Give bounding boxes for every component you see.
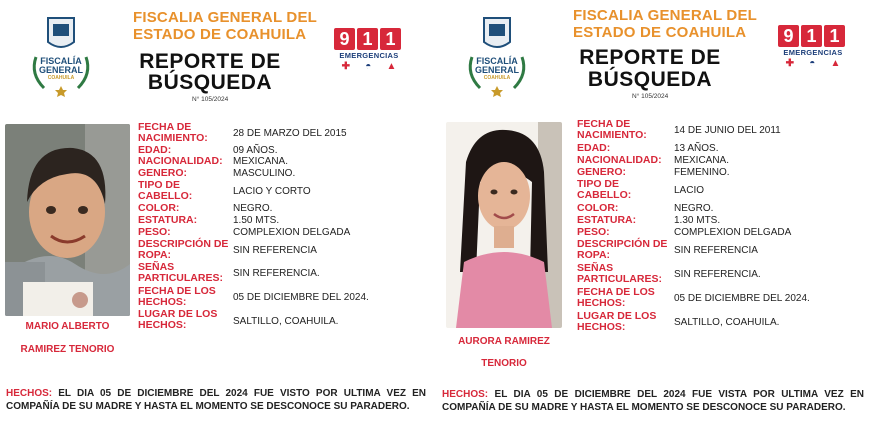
label-hair-line2: CABELLO: xyxy=(577,189,632,201)
label-nationality: NACIONALIDAD: xyxy=(577,154,662,166)
value-date: 05 DE DICIEMBRE DEL 2024. xyxy=(674,293,810,304)
label-age: EDAD: xyxy=(138,144,172,156)
seal-text-line3: COAHUILA xyxy=(47,75,75,81)
label-clothing-line2: ROPA: xyxy=(138,249,172,261)
emergency-911-logo xyxy=(778,25,848,69)
fiscalia-seal-logo xyxy=(462,12,532,98)
value-nationality: MEXICANA. xyxy=(233,156,289,167)
label-height: ESTATURA: xyxy=(577,214,637,226)
report-number: N° 105/2024 xyxy=(192,96,229,103)
label-clothing-line1: DESCRIPCIÓN DE xyxy=(138,238,229,250)
person-name-line1: AURORA RAMIREZ xyxy=(458,336,550,347)
fire-helmet-icon: ▲ xyxy=(386,61,397,72)
report-title-line2: BÚSQUEDA xyxy=(147,71,273,94)
seal-text-line2: GENERAL xyxy=(38,65,83,75)
facts-label: HECHOS: xyxy=(6,388,53,399)
medical-cross-icon: ✚ xyxy=(341,61,350,72)
value-age: 09 AÑOS. xyxy=(233,145,278,156)
emergency-911-logo xyxy=(334,28,404,72)
value-birth: 14 DE JUNIO DEL 2011 xyxy=(674,125,781,136)
agency-name-line2: ESTADO DE COAHUILA xyxy=(133,26,307,43)
emergencias-label: EMERGENCIAS xyxy=(339,51,399,60)
label-clothing-line1: DESCRIPCIÓN DE xyxy=(577,238,668,250)
value-place: SALTILLO, COAHUILA. xyxy=(674,317,780,328)
state-shield-icon xyxy=(462,12,532,98)
value-color: NEGRO. xyxy=(233,203,273,214)
emergencias-label: EMERGENCIAS xyxy=(783,48,843,57)
label-marks-line2: PARTICULARES: xyxy=(577,273,662,285)
digit-1b: 1 xyxy=(380,28,401,50)
digit-9: 9 xyxy=(778,25,799,47)
medical-cross-icon: ✚ xyxy=(785,58,794,69)
value-date: 05 DE DICIEMBRE DEL 2024. xyxy=(233,292,369,303)
label-place-line1: LUGAR DE LOS xyxy=(138,308,218,320)
label-birth-line2: NACIMIENTO: xyxy=(138,132,208,144)
value-nationality: MEXICANA. xyxy=(674,155,730,166)
police-cap-icon: ◓ xyxy=(365,61,372,72)
missing-person-poster-left xyxy=(0,0,434,426)
label-color: COLOR: xyxy=(577,202,619,214)
label-birth-line1: FECHA DE xyxy=(138,121,192,133)
missing-person-poster-right xyxy=(436,0,869,426)
fiscalia-seal-logo xyxy=(26,12,96,98)
report-title-line1: REPORTE DE xyxy=(579,46,721,69)
label-date-line1: FECHA DE LOS xyxy=(138,285,216,297)
facts-text: EL DIA 05 DE DICIEMBRE DEL 2024 FUE VISTA POR ULTIMA VEZ EN COMPAÑÍA DE SU MADRE Y HASTA EL MOMENTO SE DESCONOCE SU PARADERO. xyxy=(442,389,864,413)
facts-text: EL DIA 05 DE DICIEMBRE DEL 2024 FUE VISTO POR ULTIMA VEZ EN COMPAÑÍA DE SU MADRE Y HASTA EL MOMENTO SE DESCONOCE SU PARADERO. xyxy=(6,388,426,412)
agency-name-line1: FISCALIA GENERAL DEL xyxy=(133,9,318,26)
girl-portrait-icon xyxy=(446,122,562,328)
label-place-line2: HECHOS: xyxy=(138,319,187,331)
label-gender: GENERO: xyxy=(577,166,627,178)
label-age: EDAD: xyxy=(577,142,611,154)
value-build: COMPLEXION DELGADA xyxy=(233,227,351,238)
value-birth: 28 DE MARZO DEL 2015 xyxy=(233,128,347,139)
label-nationality: NACIONALIDAD: xyxy=(138,155,223,167)
label-date-line2: HECHOS: xyxy=(577,297,626,309)
facts-paragraph xyxy=(6,388,426,413)
label-height: ESTATURA: xyxy=(138,214,198,226)
state-shield-icon xyxy=(26,12,96,98)
label-build: PESO: xyxy=(138,226,171,238)
boy-portrait-icon xyxy=(5,124,130,316)
seal-text-line1: FISCALÍA xyxy=(40,56,82,66)
fire-helmet-icon: ▲ xyxy=(830,58,841,69)
digit-1: 1 xyxy=(801,25,822,47)
label-birth-line2: NACIMIENTO: xyxy=(577,129,647,141)
label-date-line1: FECHA DE LOS xyxy=(577,286,655,298)
seal-text-line3: COAHUILA xyxy=(483,75,511,81)
label-hair-line2: CABELLO: xyxy=(138,190,193,202)
label-date-line2: HECHOS: xyxy=(138,296,187,308)
label-clothing-line2: ROPA: xyxy=(577,249,611,261)
label-build: PESO: xyxy=(577,226,610,238)
value-clothing: SIN REFERENCIA xyxy=(674,245,758,256)
digit-9: 9 xyxy=(334,28,355,50)
police-cap-icon: ◓ xyxy=(809,58,816,69)
label-color: COLOR: xyxy=(138,202,180,214)
seal-text-line1: FISCALÍA xyxy=(476,56,518,66)
report-title-line2: BÚSQUEDA xyxy=(587,68,713,91)
digit-1b: 1 xyxy=(824,25,845,47)
value-age: 13 AÑOS. xyxy=(674,143,719,154)
facts-label: HECHOS: xyxy=(442,389,489,400)
value-build: COMPLEXION DELGADA xyxy=(674,227,792,238)
person-name-line2: TENORIO xyxy=(481,358,527,369)
label-birth-line1: FECHA DE xyxy=(577,118,631,130)
value-gender: MASCULINO. xyxy=(233,168,296,179)
value-place: SALTILLO, COAHUILA. xyxy=(233,316,339,327)
report-title-line1: REPORTE DE xyxy=(139,50,281,73)
missing-person-photo xyxy=(5,124,130,316)
value-height: 1.50 MTS. xyxy=(233,215,280,226)
value-marks: SIN REFERENCIA. xyxy=(674,269,761,280)
label-place-line2: HECHOS: xyxy=(577,321,626,333)
label-hair-line1: TIPO DE xyxy=(577,178,620,190)
value-hair: LACIO xyxy=(674,185,705,196)
value-color: NEGRO. xyxy=(674,203,714,214)
value-clothing: SIN REFERENCIA xyxy=(233,245,317,256)
facts-paragraph xyxy=(442,389,864,414)
value-gender: FEMENINO. xyxy=(674,167,730,178)
value-hair: LACIO Y CORTO xyxy=(233,186,311,197)
missing-person-photo xyxy=(446,122,562,328)
agency-name-line2: ESTADO DE COAHUILA xyxy=(573,24,747,41)
agency-name-line1: FISCALIA GENERAL DEL xyxy=(573,7,758,24)
label-marks-line2: PARTICULARES: xyxy=(138,272,223,284)
person-name-line1: MARIO ALBERTO xyxy=(25,321,110,332)
digit-1: 1 xyxy=(357,28,378,50)
label-hair-line1: TIPO DE xyxy=(138,179,181,191)
label-marks-line1: SEÑAS xyxy=(577,262,614,274)
label-gender: GENERO: xyxy=(138,167,188,179)
label-marks-line1: SEÑAS xyxy=(138,261,175,273)
value-marks: SIN REFERENCIA. xyxy=(233,268,320,279)
person-name-line2: RAMIREZ TENORIO xyxy=(20,344,115,355)
report-number: N° 105/2024 xyxy=(632,93,669,100)
label-place-line1: LUGAR DE LOS xyxy=(577,310,657,322)
seal-text-line2: GENERAL xyxy=(474,65,519,75)
value-height: 1.30 MTS. xyxy=(674,215,721,226)
